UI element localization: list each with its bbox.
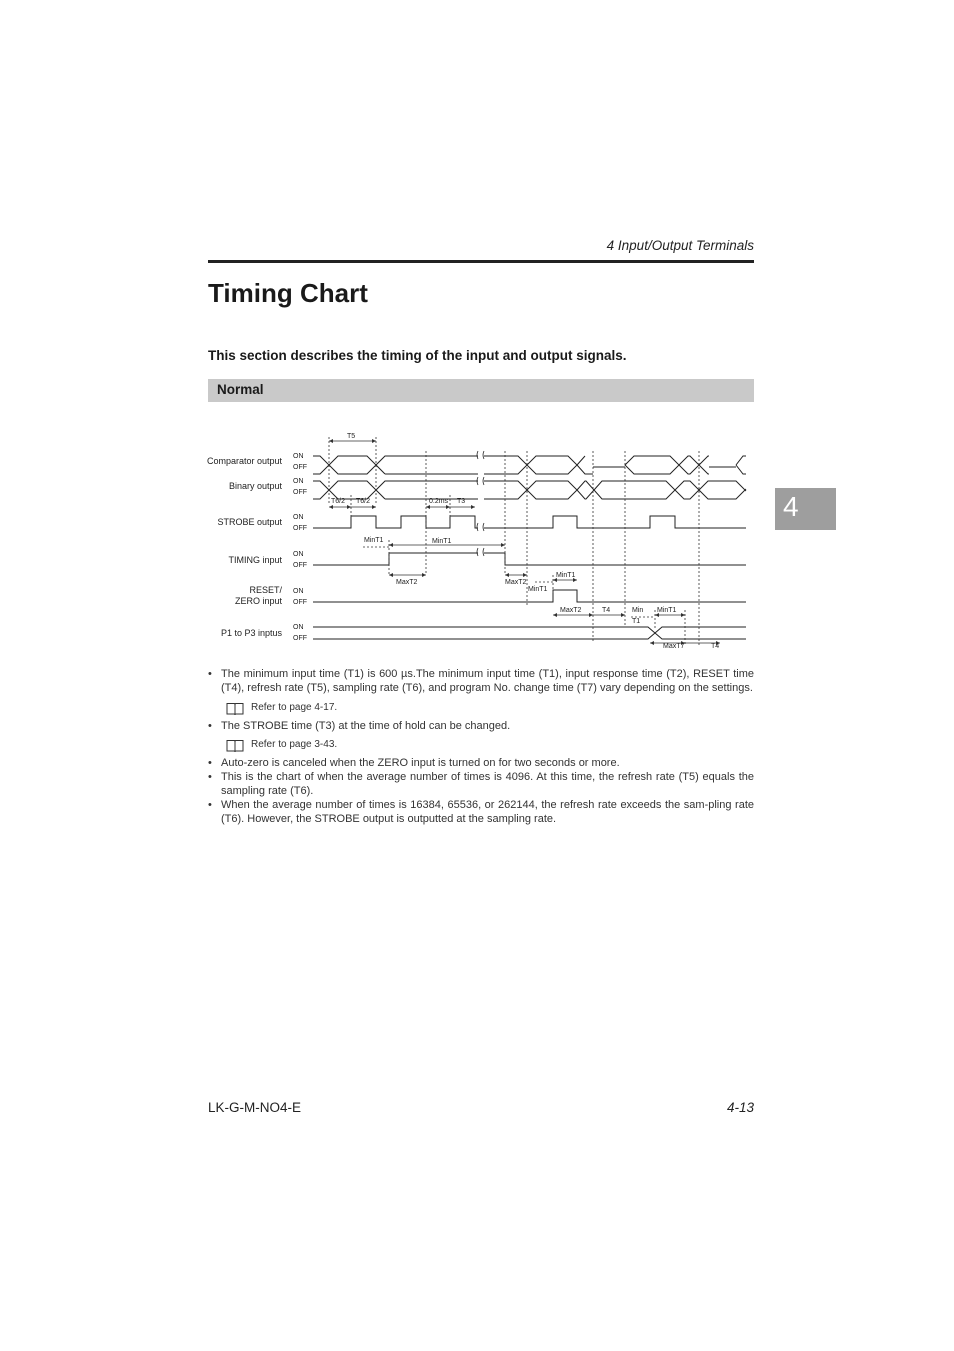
note-text: The STROBE time (T3) at the time of hold can be changed. — [221, 719, 511, 732]
signal-timing: TIMING input — [228, 555, 282, 565]
note-item: • The STROBE time (T3) at the time of hold can be changed. — [208, 719, 511, 732]
timing-input-waveform — [313, 553, 746, 565]
comparator-waveform — [313, 456, 746, 474]
timing-diagram — [200, 425, 750, 660]
chapter-tab — [775, 488, 836, 530]
label-mint1-e: MinT1 — [657, 607, 677, 614]
strobe-waveform — [313, 516, 746, 528]
intro-text: This section describes the timing of the input and output signals. — [208, 348, 627, 363]
page-number: 4-13 — [726, 1100, 754, 1115]
notes-list — [208, 668, 754, 826]
label-t6-half-a: T6/2 — [331, 498, 346, 505]
note-text: Auto-zero is canceled when the ZERO input is turned on for two seconds or more. — [221, 757, 620, 770]
subsection-bar — [208, 379, 754, 402]
signal-reset: RESET/ — [249, 585, 282, 595]
state-on: ON — [293, 478, 304, 485]
note-item: • This is the chart of when the average number of times is 4096. At this time, the refresh rate (T5) equals the sampling rate (T6). — [208, 771, 754, 797]
state-off: OFF — [293, 599, 307, 606]
label-min: Min — [632, 607, 644, 614]
note-item: • When the average number of times is 16384, 65536, or 262144, the refresh rate exceeds the sam-pling rate (T6). However, the STROBE output is outputted at the sampling rate. — [208, 798, 754, 825]
signal-strobe: STROBE output — [217, 517, 282, 527]
state-on: ON — [293, 624, 304, 631]
signal-zero: ZERO input — [234, 596, 282, 606]
document-code: LK-G-M-NO4-E — [208, 1100, 302, 1115]
page-reference-text: Refer to page 4-17. — [251, 701, 338, 713]
label-t3: T3 — [457, 498, 466, 505]
label-maxt2-b: MaxT2 — [505, 579, 527, 586]
running-header: 4 Input/Output Terminals — [606, 238, 754, 253]
label-maxt7: MaxT7 — [663, 643, 685, 650]
chapter-tab-number: 4 — [783, 491, 799, 522]
page-reference — [208, 737, 754, 753]
state-on: ON — [293, 514, 304, 521]
book-icon — [226, 739, 244, 752]
label-mint1-a: MinT1 — [364, 537, 384, 544]
signal-binary: Binary output — [228, 481, 282, 491]
state-off: OFF — [293, 464, 307, 471]
header-rule — [208, 260, 754, 263]
signal-comparator: Comparator output — [206, 456, 282, 466]
note-item: • Auto-zero is canceled when the ZERO input is turned on for two seconds or more. — [208, 757, 620, 770]
label-mint1-b: MinT1 — [432, 538, 452, 545]
label-t4-a: T4 — [602, 607, 611, 614]
note-text: This is the chart of when the average number of times is 4096. At this time, the refresh rate (T5) equals the sampling rate (T6). — [221, 771, 754, 797]
label-maxt2-a: MaxT2 — [396, 579, 418, 586]
label-mint1-d: MinT1 — [528, 586, 548, 593]
book-icon — [226, 702, 244, 715]
label-maxt2-c: MaxT2 — [560, 607, 582, 614]
state-on: ON — [293, 551, 304, 558]
page-title: Timing Chart — [208, 278, 368, 308]
page-reference — [208, 700, 754, 716]
state-off: OFF — [293, 489, 307, 496]
page-reference-text: Refer to page 3-43. — [251, 739, 338, 751]
state-off: OFF — [293, 562, 307, 569]
p-inputs-waveform — [313, 627, 746, 639]
note-text: The minimum input time (T1) is 600 µs.The minimum input time (T1), input response time (T2), RESET time (T4), refresh rate (T5), sampling rate (T6), and program No. change time (T7) vary depending on the settings. — [221, 668, 754, 694]
label-t4-b: T4 — [711, 643, 720, 650]
state-on: ON — [293, 588, 304, 595]
label-t1: T1 — [632, 618, 641, 625]
note-item: • The minimum input time (T1) is 600 µs.The minimum input time (T1), input response time (T2), RESET time (T4), refresh rate (T5), sampling rate (T6), and program No. change time (T7) vary depending on the settings. — [208, 668, 754, 694]
note-text: When the average number of times is 16384, 65536, or 262144, the refresh rate exceeds the sam-pling rate (T6). However, the STROBE output is outputted at the sampling rate. — [221, 798, 754, 825]
label-mint1-c: MinT1 — [556, 572, 576, 579]
state-off: OFF — [293, 525, 307, 532]
label-02ms: 0.2ms — [429, 498, 449, 505]
label-t5: T5 — [347, 433, 356, 440]
subsection-title: Normal — [217, 382, 264, 397]
state-off: OFF — [293, 635, 307, 642]
binary-waveform — [313, 481, 746, 499]
label-t6-half-b: T6/2 — [356, 498, 371, 505]
signal-p-inputs: P1 to P3 inptus — [220, 628, 282, 638]
state-on: ON — [293, 453, 304, 460]
